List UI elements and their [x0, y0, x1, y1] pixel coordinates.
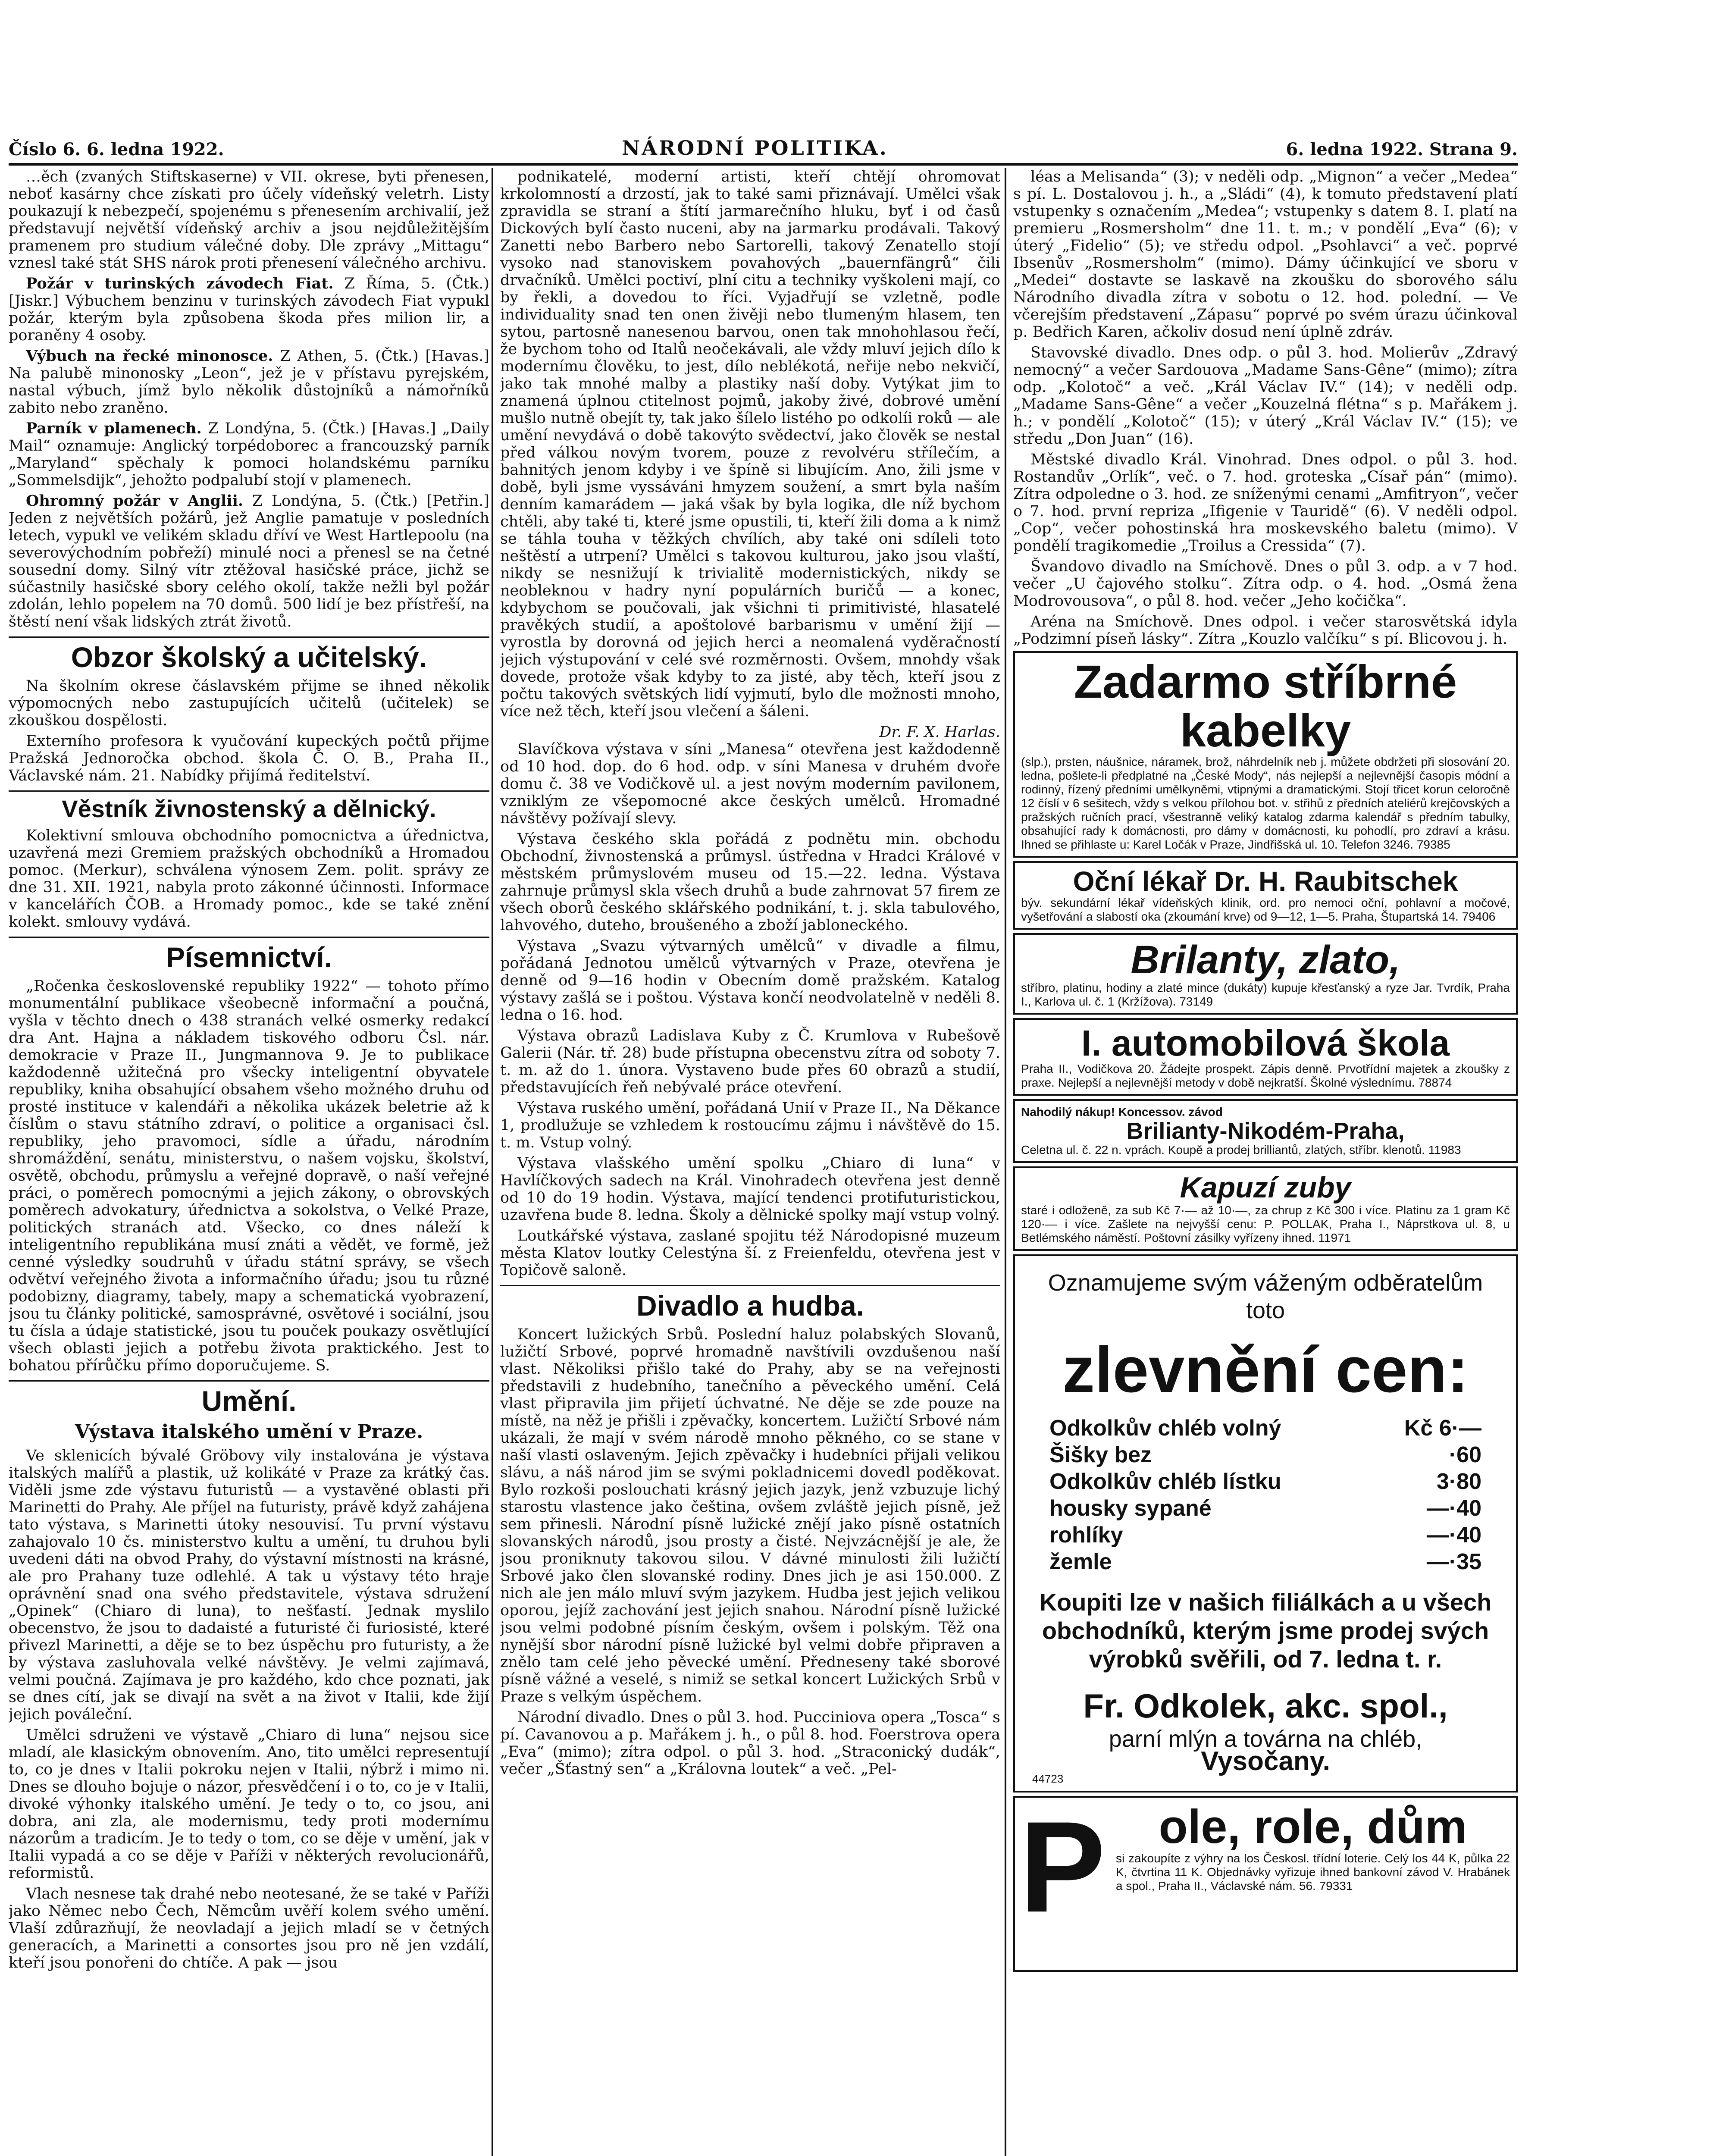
- author-signature: Dr. F. X. Harlas.: [879, 724, 1000, 741]
- advert-title: Brilianty-Nikodém-Praha,: [1126, 1118, 1405, 1144]
- issue-number: Číslo 6. 6. ledna 1922.: [9, 139, 224, 160]
- advert-title: zlevnění cen:: [1062, 1333, 1469, 1406]
- article-text: léas a Melisanda“ (3); v neděli odp. „Mignon“ a večer „Medea“ s pí. L. Dostalovou j. h., a „Sládi“ (4), k tomuto představení platí vstupenky s označením „Medea“; vstupenky s datem 8. I. platí na premieru „Rosmersholm“ dne 11. t. m.; v pondělí „Eva“ (6); v úterý „Fidelio“ (5); ve středu odpol. „Psohlavci“ a več. poprvé Ibsenův „Rosmersholm“ (mimo). Dámy účinkující ve sboru v „Medei“ dostavte se laskavě na zkoušku do sborového sálu Národního divadla zítra v sobotu o 12. hod. polední. — Ve včerejším představení „Zápasu“ poprvé po svém úrazu účinkoval p. Bedřich Karen, ačkoliv dosud není úplně zdráv.: [1013, 168, 1518, 341]
- masthead: [9, 129, 1518, 166]
- newspaper-title: NÁRODNÍ POLITIKA.: [622, 136, 888, 160]
- article-text: …ěch (zvaných Stiftskaserne) v VII. okrese, byti přenesen, neboť kasárny chce získati pro účely vídeňský veletrh. Listy poukazují k nebezpečí, spojenému s přenesením archivalií, jež představují největší vídeňský archiv a jsou nejdůležitějším pramenem pro studium válečné doby. Dle zprávy „Mittagu“ vznesl také stát SHS nárok proti přenesení válečného archivu.: [9, 168, 489, 272]
- article-text: podnikatelé, moderní artisti, kteří chtějí ohromovat krkolomností a drzostí, jak to také sami přiznávají. Umělci však zpravidla se straní a štítí jarmarečního hluku, byť i od časů Dickových bylí často nuceni, aby na jarmarku prodávali. Takový Zanetti nebo Barbero nebo Sartorelli, takový Zenatello stojí vysoko nad stanoviskem povahových „bauernfängrů“ čili drvačníků. Umělci poctiví, plní citu a techniky vyškoleni mají, co by řekli, a dovedou to říci. Vyjadřují se vzletně, podle individuality snad ten onen živěji nebo tlumeným hlasem, ten sytou, partosně nanesenou barvou, onen tak mnohohlasou řečí, že bychom toho od Italů neočekávali, ale vždy mluví jejich dílo k modernímu člověku, to jest, dílo neblékotá, neřije nebo nekvičí, jako tak mnohé malby a plastiky naší doby. Vytýkat jim to znamená úplnou ctitelnost pojmů, jakoby živé, dobrové umění mušlo nutně obejít ty, tak jako šílelo listého po odkolíi roků — ale umění nevydává o době takovýto svědectví, jako člověk se nestal před válkou novým tvorem, pouze z revolvéru střílečím, a bahnitých jenom kdyby i ve špíně si libujícím. Ano, žili jsme v době, byli jsme vyssáváni hmyzem soužení, a smrt byla naším denním kamarádem — jaká však by byla logika, dle níž bychom chtěli, aby také ti, které jsme opustili, ti, kteří žili doma a k nimž se táhla touha v těžkých chvílích, aby také oni sdíleli toto neštěstí a utrpení? Umělci s takovou kulturou, jako jsou vlaští, nikdy se nesnižují k trivialitě modernistických, nikdy se neobleknou v hadry nyní populárních buričů — a konec, kdybychom se poučovali, jak všichni ti primitivisté, hlasatelé pravěkých studií, a apoštolové barbarismu v umění žijí — vyrostla by dorovná od jejich herci a neomalená vyděračností jejich výstupování v celé své rozměrnosti. Ovšem, mnohdy však dovede, protože však kdyby to za jisté, aby těch, kteří jsou z počtu takových světských lidí vyjmutí, bylo dle možnosti mnoho, více než těch, kteří jsou vlečení a šáleni.: [500, 168, 1000, 720]
- article-text: „Ročenka československé republiky 1922“ — tohoto přímo monumentální publikace všeobecně informační a poučná, vyšla v těchto dnech o 438 stranách velké osmerky redakcí dra Ant. Hajna a nákladem tiskového odboru Čsl. nár. demokracie v Praze II., Jungmannova 9. Je to publikace každodenně užitečná pro všecky inteligentní obyvatele republiky, kniha obsahující obsahem všeho možného druhu od prosté instituce v kalendáři a několika ukázek beletrie až k číslům o stavu státního zdraví, o politice a organisaci čsl. republiky, jeho pravomoci, sídle a úřadu, národním shromáždění, senátu, ministerstvu, o našem vojsku, školství, osvětě, obchodu, průmyslu a veřejné dopravě, o naší veřejné práci, o poměrech pomocnými a jejich zákony, o obrovských poměrech advokatury, úřednictva a sokolstva, o Velké Praze, politických stranách atd. Všecko, co dnes náleží k inteligentního republikána musí znáti a vědět, ve formě, jež cenné výsledky soudruhů v úřadu státní správy, se všech odvětví veřejného života a informačního úřadu; jsou tu různé podobizny, diagramy, tabely, mapy a schematická vyobrazení, jsou tu články politické, samosprávné, osvětové i sociální, jsou tu čísla a údaje statistické, jsou tu pouček poukazy osvětlující všech oblasti jejich a potřebu života praktického. Jest to bohatou přírůčku přímo doporučujeme. S.: [9, 978, 489, 1374]
- article-text: Výstava českého skla pořádá z podnětu min. obchodu Obchodní, živnostenská a průmysl. ústředna v Hradci Králové v městském průmyslovém museu od 15.—22. ledna. Výstava zahrnuje průmysl skla všech druhů a bude zahrnovat 57 firem ze všech oborů českého sklářského podnikání, t. j. skla tabulového, lahvového, duteho, broušeného a zboží jabloneckého.: [500, 830, 1000, 934]
- advert-text: stříbro, platinu, hodiny a zlaté mince (dukáty) kupuje křesťanský a ryze Jar. Tvrdík, Praha I., Karlova ul. č. 1 (Kržížova). 73149: [1021, 981, 1510, 1008]
- price-row: [1032, 1468, 1499, 1495]
- price-value: —·35: [1426, 1549, 1481, 1574]
- section-heading-theatre: Divadlo a hudba.: [500, 1285, 1000, 1322]
- section-heading-school: Obzor školský a učitelský.: [9, 636, 489, 673]
- advert-initial: P: [1019, 1794, 1106, 1939]
- news-item: [9, 275, 489, 344]
- advert-handbags: [1013, 651, 1518, 858]
- column-2: [500, 168, 1000, 2156]
- advert-lottery: [1013, 1796, 1518, 1972]
- advert-text: si zakoupíte z výhry na los Českosl. třídní loterie. Celý los 44 K, půlka 22 K, čtvrtina 11 K. Objednávky vyřizuje ihned bankovní závod V. Hrabánek a spol., Praha II., Václavské nám. 56. 79331: [1116, 1852, 1510, 1893]
- news-text: Z Londýna, 5. (Čtk.) [Petřin.] Jeden z největších požárů, jež Anglie pamatuje v posledních letech, vypukl ve velikém skladu dříví ve West Hartlepoolu (na severovýchodním pobřeží) minulé noci a přenesl se na četné sousední domy. Silný vítr ztěžoval hasičské práce, jichž se súčastnily hasičské sbory celého okolí, takže nežli byl požár zdolán, lehlo popelem na 70 domů. 500 lidí je bez přístřeší, na štěstí není však lidských ztrát životů.: [9, 492, 489, 630]
- advert-driving-school: [1013, 1018, 1518, 1096]
- price-value: Kč 6·—: [1404, 1415, 1481, 1441]
- company-description: parní mlýn a továrna na chléb,: [1109, 1726, 1422, 1752]
- price-item: Šišky bez: [1049, 1442, 1152, 1467]
- news-item: [9, 348, 489, 417]
- advert-text: (slp.), prsten, náušnice, náramek, brož, náhrdelník neb j. můžete obdržeti při slosování 20. ledna, pošlete-li předplatné na „České Mody“, nás nejlepší a nejlevnější časopis módní a rodinný, řízený předními umělkyněmi, vtipnými a dramatickými. Stojí třicet korun celoročně 12 číslí v 6 sešitech, vždy s velkou přílohou bot. v. střihů z předních ateliérů krejčovských a pražských ručních prací, všestranně veliký katalog zdarma kalendář s předním tabulky, obsahující rady k domácnosti, pro dámy v domácnosti, ku pohodlí, pro zdraví a krásu. Ihned se přihlaste u: Karel Ločák v Praze, Jindřišská ul. 10. Telefon 3246. 79385: [1021, 755, 1510, 851]
- advert-teeth: [1013, 1166, 1518, 1250]
- price-list: [1032, 1415, 1499, 1575]
- article-text: Umělci sdruženi ve výstavě „Chiaro di luna“ nejsou sice mladí, ale klasickým obnovením. Ano, tito umělci representují to, co je dnes v Italii pokroku nejen v Italii, nýbrž i mimo ni. Dnes se dlouho bojuje o názor, přesvědčení i o to, co je v Italii, divoké výhonky italského umění. Je tedy o to, co jsou, ani dobra, ani zla, ale modernismu, tedy proti modernímu názorům a tradicím. Je to tedy o tom, co se děje v umění, jak v Italii vypadá a co se děje v Paříži v některých revolucionářů, reformistů.: [9, 1727, 489, 1882]
- news-headline: Parník v plamenech.: [26, 420, 202, 437]
- news-text: Z Říma, 5. (Čtk.) [Jiskr.] Výbuchem benzinu v turinských závodech Fiat vypukl požár, kterým byla způsobena škoda přes milion lir, a poraněny 4 osoby.: [9, 275, 489, 344]
- advert-oculist: [1013, 861, 1518, 930]
- column-1: [9, 168, 489, 2156]
- advert-title: Zadarmo stříbrné kabelky: [1074, 655, 1457, 757]
- advert-title: Oční lékař Dr. H. Raubitschek: [1073, 865, 1458, 897]
- article-text: Výstava vlašského umění spolku „Chiaro di luna“ v Havlíčkových sadech na Král. Vinohradech otevřena jest denně od 10 do 19 hodin. Výstava, mající tendenci protifuturistickou, uzavřena bude 8. ledna. Školy a dělnické spolky mají vstup volný.: [500, 1155, 1000, 1224]
- advert-text: staré i odloženě, za sub Kč 7·— až 10·—, za chrup z Kč 300 i více. Platinu za 1 gram Kč 120·— i více. Zašlete na nejvyšší cenu: P. POLLAK, Praha I., Náprstkova ul. 8, u Betlémského náměstí. Poštovní zásilky vyřízeny ihned. 11971: [1021, 1203, 1510, 1244]
- section-heading-literature: Písemnictví.: [9, 937, 489, 973]
- advert-title: ole, role, dům: [1159, 1800, 1467, 1853]
- advert-jeweller: [1013, 1099, 1518, 1163]
- news-headline: Ohromný požár v Anglii.: [26, 492, 244, 510]
- page-date: 6. ledna 1922. Strana 9.: [1286, 139, 1518, 160]
- price-row: [1032, 1522, 1499, 1548]
- price-item: žemle: [1049, 1549, 1112, 1574]
- price-value: —·40: [1426, 1522, 1481, 1548]
- advert-title: Brilanty, zlato,: [1131, 937, 1400, 982]
- advert-text: Celetna ul. č. 22 n. vprách. Koupě a prodej brilliantů, zlatých, stříbr. klenotů. 11983: [1021, 1143, 1461, 1157]
- article-text: Koncert lužických Srbů. Poslední haluz polabských Slovanů, lužičtí Srbové, poprvé hromadně navštívili ovzdušenou naší vlast. Několiksi přišlo také do Prahy, aby se na veřejnosti představili z hudebního, tanečního a pěveckého umění. Celá vlast připravila jim přijetí úchvatné. Ne děje se zde pouze na místě, na něž je přišli i zpěvačky, koncertem. Lužičtí Srbové nám ukázali, že mají v svém národě mnoho pěkného, co se stane v naší vlasti oslaveným. Jejich zpěvačky i hudebníci přijali velikou slávu, a náš národ jim se svými pokladnicemi dovedl poděkovat. Bylo rozkoši poslouchati krásný jejich jazyk, jenž vzbuzuje lichý starostu vlastence jako čeština, ovšem zvláště jejich písně, jež sem přinesli. Národní písně lužické znějí jako písně ostatních slovanských národů, jsou prosty a čisté. Nejvzácnější je ale, že jsou proniknuty takovou silou. V dávné minulosti žili lužičtí Srbové jako člen slovanské rodiny. Dnes jich je asi 150.000. Z nich ale jen málo mluví svým jazykem. Hudba jest jejich velikou oporou, jejíž zachování jest jejich snahou. Národní písně lužické jsou velmi podobné písním českým, ovšem i polským. Těž ona nynější sbor národní písně lužické byl velmi dobře připraven a znělo tam celé jeho pěvecké umění. Předneseny také sborové písně vážné a veselé, s nimiž se setkal koncert Lužických Srbů v Praze s velkým úspěchem.: [500, 1326, 1000, 1705]
- price-item: Odkolkův chléb volný: [1049, 1415, 1281, 1441]
- price-row: [1032, 1415, 1499, 1442]
- article-title: Výstava italského umění v Praze.: [75, 1421, 423, 1443]
- price-item: housky sypané: [1049, 1495, 1212, 1521]
- advert-intro: Oznamujeme svým váženým odběratelům toto: [1048, 1269, 1483, 1323]
- section-heading-art: Umění.: [9, 1380, 489, 1417]
- advert-code: 44723: [1032, 1772, 1064, 1785]
- advert-text: Praha II., Vodičkova 20. Žádejte prospekt. Zápis denně. Prvotřídní majetek a zkoušky z praxe. Nejlepší a nejlevnější metody v době nejkratší. Školné výslednímu. 78874: [1021, 1062, 1510, 1089]
- article-text: Loutkářské výstava, zaslané spojitu též Národopisné muzeum města Klatov loutky Celestýna ší. z Freienfeldu, otevřena jest v Topičově saloně.: [500, 1227, 1000, 1279]
- article-text: Švandovo divadlo na Smíchově. Dnes o půl 3. odp. a v 7 hod. večer „U čajového stolku“. Zítra odp. o 4. hod. „Osmá žena Modrovousova“, o půl 8. hod. večer „Jeho kočička“.: [1013, 558, 1518, 610]
- article-text: Externího profesora k vyučování kupeckých počtů přijme Pražská Jednoročka obchod. škola Č. O. B., Praha II., Václavské nám. 21. Nabídky přijímá ředitelství.: [9, 733, 489, 784]
- news-item: [9, 492, 489, 630]
- price-item: Odkolkův chléb lístku: [1049, 1469, 1281, 1494]
- price-row: [1032, 1548, 1499, 1575]
- article-text: Výstava ruského umění, pořádaná Unií v Praze II., Na Děkance 1, prodlužuje se vzhledem k rostoucímu zájmu i návštěvě do 15. t. m. Vstup volný.: [500, 1100, 1000, 1151]
- advert-diamonds-gold: [1013, 933, 1518, 1015]
- price-item: rohlíky: [1049, 1522, 1123, 1548]
- price-value: —·40: [1426, 1495, 1481, 1521]
- article-text: Vlach nesnese tak drahé nebo neotesané, že se také v Paříži jako Němec nebo Čech, Němcům uvěří kolem svého umění. Vlaší zdůrazňují, že neovladají a jejich mladí se v četných generacích, a Marinetti a consortes jsou pro ně jen vzdálí, kteří jsou ponořeni do chtíče. A pak — jsou: [9, 1885, 489, 1971]
- company-location: Vysočany.: [1201, 1746, 1330, 1776]
- news-headline: Požár v turinských závodech Fiat.: [26, 275, 334, 292]
- advert-header: Nahodilý nákup! Koncessov. závod: [1021, 1105, 1223, 1119]
- advert-bakery-prices: [1013, 1254, 1518, 1792]
- price-row: [1032, 1495, 1499, 1522]
- news-text: Z Athen, 5. (Čtk.) [Havas.] Na palubě minonosky „Leon“, jež je v přístavu pyrejském, nastal výbuch, jímž bylo několik důstojníků a námořníků zabito nebo zraněno.: [9, 348, 489, 417]
- price-row: [1032, 1442, 1499, 1468]
- company-name: Fr. Odkolek, akc. spol.,: [1083, 1686, 1448, 1725]
- column-divider: [1005, 168, 1006, 2156]
- section-heading-trade: Věstník živnostenský a dělnický.: [9, 790, 489, 823]
- price-value: 3·80: [1436, 1469, 1481, 1494]
- advert-title: Kapuzí zuby: [1180, 1171, 1351, 1204]
- article-text: Stavovské divadlo. Dnes odp. o půl 3. hod. Molierův „Zdravý nemocný“ a večer Sardouova „Madame Sans-Gêne“ (mimo); zítra odp. „Kolotoč“ a več. „Král Václav IV.“ (14); v neděli odp. „Madame Sans-Gêne“ a večer „Kouzelná flétna“ s p. Mařákem j. h.; v pondělí „Kolotoč“ (15); v úterý „Král Václav IV.“ (15); ve středu „Don Juan“ (16).: [1013, 344, 1518, 448]
- article-text: Kolektivní smlouva obchodního pomocnictva a úřednictva, uzavřená mezi Gremiem pražských obchodníků a Hromadou pomoc. (Merkur), schválena výnosem Zem. polit. správy ze dne 31. XII. 1921, nabyla proto zákonné účinnosti. Informace v kancelářích ČOB. a Hromady pomoc., kde se také znění kolekt. smlouvy vydává.: [9, 827, 489, 931]
- article-text: Slavíčkova výstava v síni „Manesa“ otevřena jest každodenně od 10 hod. dop. do 6 hod. odp. v síni Manesa v druhém dvoře domu č. 38 ve Vodičkově ul. a jest novým moderním pavilonem, vzniklým ze všepomocné akce českých umělců. Hromadné návštěvy požívají slevy.: [500, 741, 1000, 827]
- news-headline: Výbuch na řecké minonosce.: [26, 347, 273, 365]
- advert-title: I. automobilová škola: [1081, 1022, 1450, 1063]
- column-divider: [492, 168, 493, 2156]
- news-text: Z Londýna, 5. (Čtk.) [Havas.] „Daily Mail“ oznamuje: Anglický torpédoborec a francouzský parník „Maryland“ spěchaly k pomoci holandskému parníku „Sommelsdijk“, jehožto podpalubí stojí v plamenech.: [9, 420, 489, 489]
- article-text: Městské divadlo Král. Vinohrad. Dnes odpol. o půl 3. hod. Rostandův „Orlík“, več. o 7. hod. groteska „Císař pán“ (mimo). Zítra odpoledne o 3. hod. ze sníženými cenami „Amfitryon“, večer o 7. hod. první repriza „Ifigenie v Tauridě“ (6). V neděli odpol. „Cop“, večer pohostinská hra moskevského baletu (mimo). V pondělí tragikomedie „Troilus a Cressida“ (7).: [1013, 451, 1518, 555]
- advert-text: Koupiti lze v našich filiálkách a u všech obchodníků, kterým jsme prodej svých výrobků svěřili, od 7. ledna t. r.: [1039, 1588, 1492, 1673]
- news-item: [9, 420, 489, 489]
- column-3: [1013, 168, 1518, 2156]
- article-text: Aréna na Smíchově. Dnes odpol. i večer starosvětská idyla „Podzimní píseň lásky“. Zítra „Kouzlo valčíku“ s pí. Blicovou j. h.: [1013, 613, 1518, 648]
- article-text: Výstava obrazů Ladislava Kuby z Č. Krumlova v Rubešově Galerii (Nár. tř. 28) bude přístupna obecenstvu zítra od soboty 7. t. m. až do 1. února. Vystaveno bude přes 60 obrazů a studií, představujících řeň nebývalé práce otevření.: [500, 1027, 1000, 1096]
- price-value: ·60: [1449, 1442, 1481, 1467]
- advert-text: býv. sekundární lékař vídeňských klinik, ord. pro nemoci oční, pohlavní a močové, vyšetřování a slabostí oka (zkoumání krve) od 9—12, 1—5. Praha, Štupartská 14. 79406: [1021, 896, 1510, 923]
- article-text: Ve sklenicích bývalé Gröbovy vily instalována je výstava italských malířů a plastik, už kolikáté v Praze za krátký čas. Viděli jsme zde výstavu futuristů — a vystavěné oblasti při Marinetti do Prahy. Ale příjel na futuristy, právě když zahájena tato výstava, s Marinetti útoky nesouvisí. Tu první výstavu zahajovalo 10 čs. ministerstvo kultu a umění, tu druhou byli uvedeni dáti na obvod Prahy, do výstavní místnosti na krásné, ale pro Prahany tuze odlehlé. A tak u výstavy této hraje oprávnění snad ona svého představitele, výstava sdružení „Opinek“ (Chiaro di luna), to nešťastí. Jednak myslilo obecenstvo, že jsou to dadaisté a futuristé či furiosisté, které přivezl Marinetti, a děje se to bez úspěchu pro futuristy, a že by výstava zasluhovala velké návštěvy. Je velmi zajímavá, velmi poučná. Zajímava je pro každého, kdo chce poznati, jak se dnes cítí, jak se divají na svět a na život v Italii, kde žijí jejich pováleční.: [9, 1447, 489, 1723]
- article-text: Národní divadlo. Dnes o půl 3. hod. Pucciniova opera „Tosca“ s pí. Cavanovou a p. Mařákem j. h., o půl 8. hod. Foerstrova opera „Eva“ (mimo); zítra odpol. o půl 3. hod. „Straconický dudák“, večer „Šťastný sen“ a „Královna loutek“ a več. „Pel-: [500, 1709, 1000, 1778]
- article-text: Výstava „Svazu výtvarných umělců“ v divadle a filmu, pořádaná Jednotou umělců výtvarných v Praze, otevřena je denně od 9—16 hodin v Obecním domě pražském. Katalog výstavy zašlá se i poštou. Výstava končí neodvolatelně v neděli 8. ledna o 16. hod.: [500, 937, 1000, 1024]
- article-text: Na školním okrese čáslavském přijme se ihned několik výpomocných nebo zastupujících učitelů (učitelek) se zkouškou dospělosti.: [9, 677, 489, 729]
